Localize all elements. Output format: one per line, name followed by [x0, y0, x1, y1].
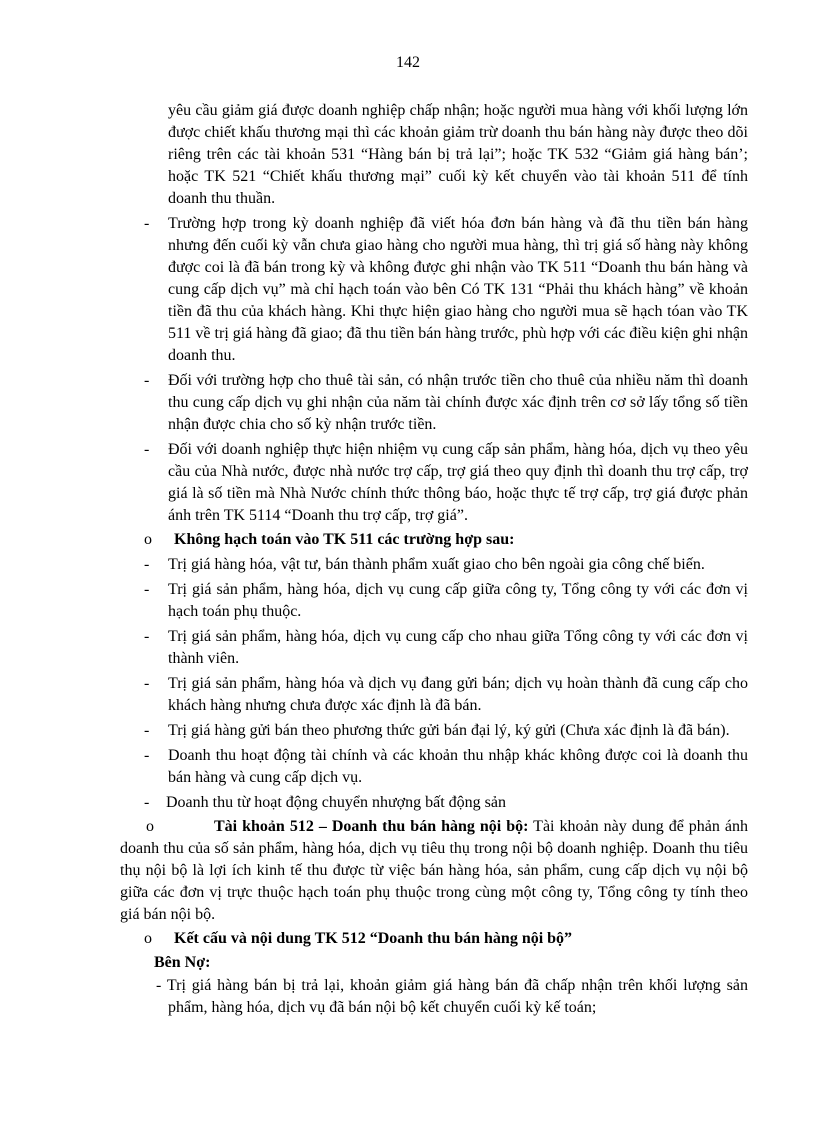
ben-no-heading: Bên Nợ: — [154, 954, 211, 971]
subheading-structure-512 — [120, 928, 748, 950]
list-item — [120, 439, 748, 527]
list-item — [120, 213, 748, 367]
list-item — [120, 720, 748, 742]
subheading-excluded-cases — [120, 529, 748, 551]
list-item-text: Trị giá sản phẩm, hàng hóa, dịch vụ cung cấp cho nhau giữa Tổng công ty với các đơn vị thành viên. — [168, 628, 748, 667]
dash-bullet: - — [144, 581, 150, 598]
list-item-text: Trường hợp trong kỳ doanh nghiệp đã viết hóa đơn bán hàng và đã thu tiền bán hàng nhưng đến cuối kỳ vẫn chưa giao hàng cho người mua hàng, thì trị giá số hàng này không được coi là đã bán trong kỳ và không được ghi nhận vào TK 511 “Doanh thu bán hàng và cung cấp dịch vụ” mà chỉ hạch toán vào bên Có TK 131 “Phải thu khách hàng” về khoản tiền đã thu của khách hàng. Khi thực hiện giao hàng cho người mua sẽ hạch tóan vào TK 511 về trị giá hàng đã giao; đã thu tiền bán hàng trước, phù hợp với các điều kiện ghi nhận doanh thu. — [168, 215, 748, 364]
dash-bullet: - — [144, 722, 150, 739]
dash-bullet: - — [144, 794, 150, 811]
section-512-paragraph — [120, 816, 748, 926]
list-item-text: Trị giá hàng hóa, vật tư, bán thành phẩm xuất giao cho bên ngoài gia công chế biến. — [168, 556, 705, 573]
list-item-text: Doanh thu từ hoạt động chuyển nhượng bất động sản — [166, 794, 506, 811]
dash-bullet: - — [144, 675, 150, 692]
list-item-text: Trị giá hàng gửi bán theo phương thức gửi bán đại lý, ký gửi (Chưa xác định là đã bán). — [168, 722, 730, 739]
subheading-text: Kết cấu và nội dung TK 512 “Doanh thu bán hàng nội bộ” — [174, 930, 573, 947]
list-item — [120, 673, 748, 717]
list-item-text: Doanh thu hoạt động tài chính và các khoản thu nhập khác không được coi là doanh thu bán hàng và cung cấp dịch vụ. — [168, 747, 748, 786]
dash-bullet: - — [144, 372, 150, 389]
section-512-heading: Tài khoản 512 – Doanh thu bán hàng nội bộ: — [214, 818, 529, 835]
subheading-text: Không hạch toán vào TK 511 các trường hợp sau: — [174, 531, 515, 548]
list-item-text: Đối với doanh nghiệp thực hiện nhiệm vụ cung cấp sản phẩm, hàng hóa, dịch vụ theo yêu cầu của Nhà nước, được nhà nước trợ cấp, trợ giá theo quy định thì doanh thu trợ cấp, trợ giá là số tiền mà Nhà Nước chính thức thông báo, hoặc thực tế trợ cấp, trợ giá được phản ánh trên TK 5114 “Doanh thu trợ cấp, trợ giá”. — [168, 441, 748, 524]
dash-bullet: - — [144, 215, 150, 232]
sub-marker: o — [146, 818, 154, 835]
document-body — [120, 100, 748, 1019]
list-item — [120, 579, 748, 623]
circle-bullet-icon: o — [144, 531, 152, 548]
dash-bullet: - — [144, 441, 150, 458]
ben-no-item: - Trị giá hàng bán bị trả lại, khoản giảm giá hàng bán đã chấp nhận trên khối lượng sản phẩm, hàng hóa, dịch vụ đã bán nội bộ kết chuyển cuối kỳ kế toán; — [156, 977, 748, 1016]
list-item — [120, 626, 748, 670]
list-item — [120, 554, 748, 576]
page-number: 142 — [396, 54, 420, 71]
dash-bullet: - — [144, 628, 150, 645]
circle-bullet-icon: o — [144, 930, 152, 947]
list-item — [120, 745, 748, 789]
section-512-text: Tài khoản này dung để phản ánh doanh thu của số sản phẩm, hàng hóa, dịch vụ tiêu thụ trong nội bộ doanh nghiệp. Doanh thu tiêu thụ nội bộ là lợi ích kinh tế thu được từ việc bán hàng hóa, sản phẩm, cung cấp dịch vụ nội bộ giữa các đơn vị trực thuộc hạch toán phụ thuộc trong cùng một công ty, Tổng công ty tính theo giá bán nội bộ. — [120, 818, 748, 923]
list-item-text: Trị giá sản phẩm, hàng hóa và dịch vụ đang gửi bán; dịch vụ hoàn thành đã cung cấp cho khách hàng nhưng chưa được xác định là đã bán. — [168, 675, 748, 714]
dash-bullet: - — [144, 556, 150, 573]
intro-paragraph: yêu cầu giảm giá được doanh nghiệp chấp nhận; hoặc người mua hàng với khối lượng lớn được chiết khấu thương mại thì các khoản giảm trừ doanh thu bán hàng này được theo dõi riêng trên các tài khoản 531 “Hàng bán bị trả lại”; hoặc TK 532 “Giảm giá hàng bán’; hoặc TK 521 “Chiết khấu thương mại” cuối kỳ kết chuyển vào tài khoản 511 để tính doanh thu thuần. — [168, 102, 748, 207]
dash-bullet: - — [144, 747, 150, 764]
list-item — [120, 370, 748, 436]
list-item-text: Đối với trường hợp cho thuê tài sản, có nhận trước tiền cho thuê của nhiều năm thì doanh thu cung cấp dịch vụ ghi nhận của năm tài chính được xác định trên cơ sở lấy tổng số tiền nhận được chia cho số kỳ nhận trước tiền. — [168, 372, 748, 433]
list-item-text: Trị giá sản phẩm, hàng hóa, dịch vụ cung cấp giữa công ty, Tổng công ty với các đơn vị hạch toán phụ thuộc. — [168, 581, 748, 620]
list-item — [120, 792, 748, 814]
